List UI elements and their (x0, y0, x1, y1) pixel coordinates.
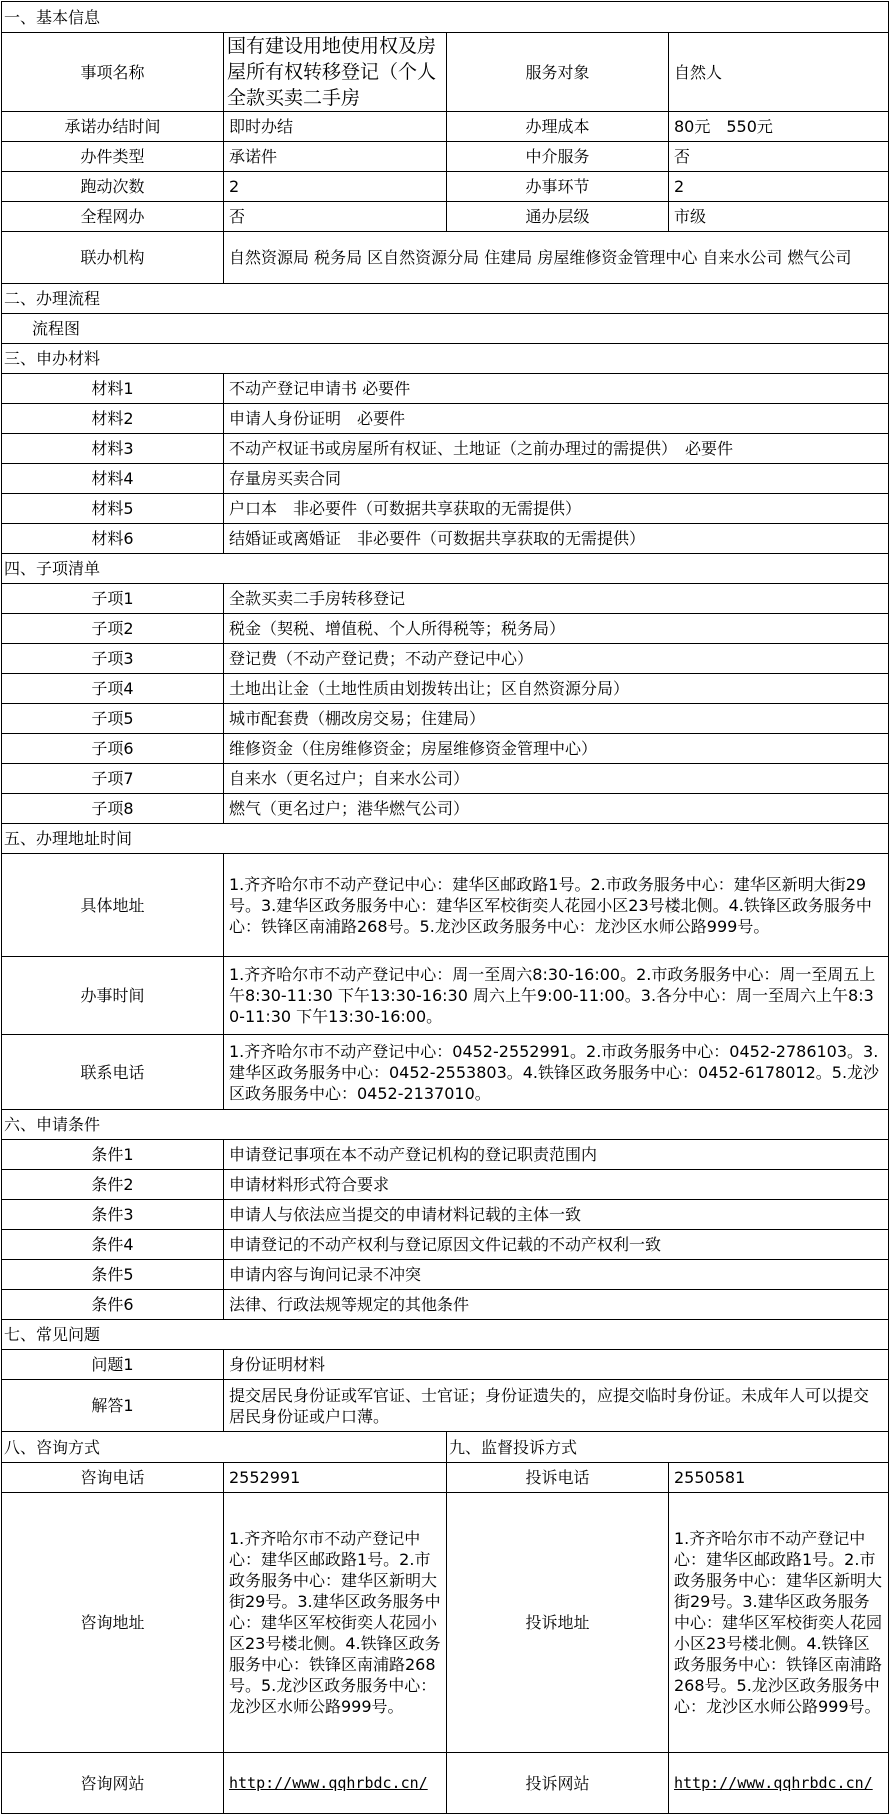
item-name-text: 国有建设用地使用权及房屋所有权转移登记（个人全款买卖二手房 (227, 35, 437, 109)
condition-value: 申请材料形式符合要求 (224, 1170, 889, 1200)
promise-time-value: 即时办结 (224, 112, 447, 142)
service-target-value: 自然人 (669, 33, 889, 112)
material-value: 结婚证或离婚证 非必要件（可数据共享获取的无需提供） (224, 524, 889, 554)
section-complaint: 九、监督投诉方式 (447, 1432, 889, 1463)
condition-value: 申请登记的不动产权利与登记原因文件记载的不动产权利一致 (224, 1230, 889, 1260)
contact-phone-value: 1.齐齐哈尔市不动产登记中心：0452-2552991。2.市政务服务中心：0452-2786103。3.建华区政务服务中心：0452-2553803。4.铁锋区政务服务中心：0452-6178012。5.龙沙区政务服务中心：0452-2137010。 (224, 1035, 889, 1110)
material-label: 材料2 (2, 404, 224, 434)
address-value: 1.齐齐哈尔市不动产登记中心：建华区邮政路1号。2.市政务服务中心：建华区新明大街29号。3.建华区政务服务中心：建华区军校街奕人花园小区23号楼北侧。4.铁锋区政务服务中心：铁锋区南浦路268号。5.龙沙区政务服务中心：龙沙区水师公路999号。 (224, 854, 889, 957)
answer-value: 提交居民身份证或军官证、士官证；身份证遗失的，应提交临时身份证。未成年人可以提交居民身份证或户口薄。 (224, 1380, 889, 1432)
subitem-label: 子项5 (2, 704, 224, 734)
material-value: 不动产登记申请书 必要件 (224, 374, 889, 404)
answer-label: 解答1 (2, 1380, 224, 1432)
complaint-phone-label: 投诉电话 (447, 1463, 669, 1493)
condition-label: 条件2 (2, 1170, 224, 1200)
complaint-site-link[interactable]: http://www.qqhrbdc.cn/ (674, 1774, 873, 1792)
subitem-label: 子项7 (2, 764, 224, 794)
complaint-address-label: 投诉地址 (447, 1493, 669, 1753)
material-value: 户口本 非必要件（可数据共享获取的无需提供） (224, 494, 889, 524)
subitem-label: 子项4 (2, 674, 224, 704)
office-hours-value: 1.齐齐哈尔市不动产登记中心：周一至周六8:30-16:00。2.市政务服务中心：周一至周五上午8:30-11:30 下午13:30-16:30 周六上午9:00-11:00。3.各分中心：周一至周六上午8:30-11:30 下午13:30-16:00。 (224, 957, 889, 1035)
condition-label: 条件6 (2, 1290, 224, 1320)
condition-value: 申请人与依法应当提交的申请材料记载的主体一致 (224, 1200, 889, 1230)
material-label: 材料4 (2, 464, 224, 494)
material-value: 存量房买卖合同 (224, 464, 889, 494)
subitem-value: 城市配套费（棚改房交易；住建局） (224, 704, 889, 734)
complaint-phone-value: 2550581 (669, 1463, 889, 1493)
agency-value: 否 (669, 142, 889, 172)
type-value: 承诺件 (224, 142, 447, 172)
flowchart-link[interactable]: 流程图 (2, 314, 889, 344)
subitem-value: 燃气（更名过户；港华燃气公司） (224, 794, 889, 824)
condition-value: 申请登记事项在本不动产登记机构的登记职责范围内 (224, 1140, 889, 1170)
visits-value: 2 (224, 172, 447, 202)
steps-value: 2 (669, 172, 889, 202)
visits-label: 跑动次数 (2, 172, 224, 202)
consult-phone-label: 咨询电话 (2, 1463, 224, 1493)
condition-label: 条件1 (2, 1140, 224, 1170)
subitem-value: 维修资金（住房维修资金；房屋维修资金管理中心） (224, 734, 889, 764)
question-value: 身份证明材料 (224, 1350, 889, 1380)
service-guide-table (1, 1, 889, 1814)
item-name-label: 事项名称 (2, 33, 224, 112)
condition-label: 条件5 (2, 1260, 224, 1290)
section-materials: 三、申办材料 (2, 344, 889, 374)
subitem-value: 税金（契税、增值税、个人所得税等；税务局） (224, 614, 889, 644)
office-hours-label: 办事时间 (2, 957, 224, 1035)
section-process: 二、办理流程 (2, 284, 889, 314)
online-value: 否 (224, 202, 447, 232)
subitem-value: 登记费（不动产登记费；不动产登记中心） (224, 644, 889, 674)
subitem-label: 子项2 (2, 614, 224, 644)
consult-phone-value: 2552991 (224, 1463, 447, 1493)
section-faq: 七、常见问题 (2, 1320, 889, 1350)
material-label: 材料5 (2, 494, 224, 524)
contact-phone-label: 联系电话 (2, 1035, 224, 1110)
level-value: 市级 (669, 202, 889, 232)
section-subitems: 四、子项清单 (2, 554, 889, 584)
consult-address-label: 咨询地址 (2, 1493, 224, 1753)
subitem-label: 子项6 (2, 734, 224, 764)
material-value: 申请人身份证明 必要件 (224, 404, 889, 434)
agency-label: 中介服务 (447, 142, 669, 172)
complaint-address-value: 1.齐齐哈尔市不动产登记中心：建华区邮政路1号。2.市政务服务中心：建华区新明大街29号。3.建华区政务服务中心：建华区军校街奕人花园小区23号楼北侧。4.铁锋区政务服务中心：铁锋区南浦路268号。5.龙沙区政务服务中心：龙沙区水师公路999号。 (669, 1493, 889, 1753)
consult-site-link[interactable]: http://www.qqhrbdc.cn/ (229, 1774, 428, 1792)
subitem-label: 子项3 (2, 644, 224, 674)
subitem-label: 子项1 (2, 584, 224, 614)
material-label: 材料1 (2, 374, 224, 404)
material-label: 材料3 (2, 434, 224, 464)
section-address-time: 五、办理地址时间 (2, 824, 889, 854)
condition-label: 条件4 (2, 1230, 224, 1260)
complaint-site-label: 投诉网站 (447, 1753, 669, 1814)
address-label: 具体地址 (2, 854, 224, 957)
question-label: 问题1 (2, 1350, 224, 1380)
service-target-label: 服务对象 (447, 33, 669, 112)
subitem-value: 土地出让金（土地性质由划拨转出让；区自然资源分局） (224, 674, 889, 704)
material-label: 材料6 (2, 524, 224, 554)
section-conditions: 六、申请条件 (2, 1110, 889, 1140)
condition-value: 申请内容与询问记录不冲突 (224, 1260, 889, 1290)
section-basic-info: 一、基本信息 (2, 2, 889, 33)
joint-label: 联办机构 (2, 232, 224, 284)
subitem-label: 子项8 (2, 794, 224, 824)
material-value: 不动产权证书或房屋所有权证、土地证（之前办理过的需提供） 必要件 (224, 434, 889, 464)
promise-time-label: 承诺办结时间 (2, 112, 224, 142)
section-consult: 八、咨询方式 (2, 1432, 447, 1463)
level-label: 通办层级 (447, 202, 669, 232)
online-label: 全程网办 (2, 202, 224, 232)
type-label: 办件类型 (2, 142, 224, 172)
cost-label: 办理成本 (447, 112, 669, 142)
subitem-value: 自来水（更名过户；自来水公司） (224, 764, 889, 794)
subitem-value: 全款买卖二手房转移登记 (224, 584, 889, 614)
item-name-value (224, 33, 447, 112)
consult-site-label: 咨询网站 (2, 1753, 224, 1814)
consult-address-value: 1.齐齐哈尔市不动产登记中心：建华区邮政路1号。2.市政务服务中心：建华区新明大街29号。3.建华区政务服务中心：建华区军校街奕人花园小区23号楼北侧。4.铁锋区政务服务中心：铁锋区南浦路268号。5.龙沙区政务服务中心：龙沙区水师公路999号。 (224, 1493, 447, 1753)
cost-value: 80元 550元 (669, 112, 889, 142)
condition-value: 法律、行政法规等规定的其他条件 (224, 1290, 889, 1320)
complaint-site-cell (669, 1753, 889, 1814)
condition-label: 条件3 (2, 1200, 224, 1230)
consult-site-cell (224, 1753, 447, 1814)
joint-value: 自然资源局 税务局 区自然资源分局 住建局 房屋维修资金管理中心 自来水公司 燃气公司 (224, 232, 889, 284)
steps-label: 办事环节 (447, 172, 669, 202)
